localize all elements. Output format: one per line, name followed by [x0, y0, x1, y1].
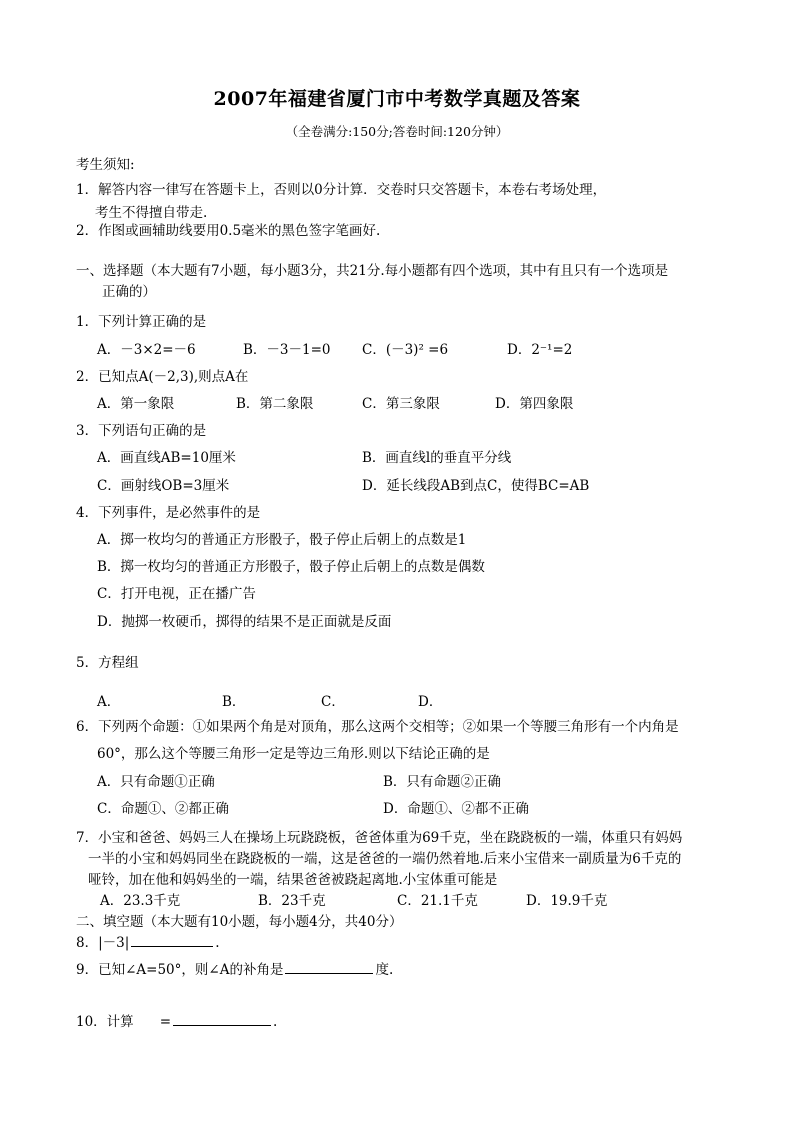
q4-option-d: D．抛掷一枚硬币，掷得的结果不是正面就是反面 — [97, 614, 392, 630]
q4-option-a: A．掷一枚均匀的普通正方形骰子，骰子停止后朝上的点数是1 — [97, 532, 467, 548]
section1-heading: 一、选择题（本大题有7小题，每小题3分，共21分.每小题都有四个选项，其中有且只有一个选项是 — [76, 263, 669, 279]
q7-option-a: A．23.3千克 — [100, 893, 181, 909]
q3-option-d: D．延长线段AB到点C，使得BC=AB — [362, 478, 590, 494]
q2-option-a: A．第一象限 — [97, 396, 175, 412]
q1-stem: 1．下列计算正确的是 — [76, 314, 207, 330]
q4-option-c: C．打开电视，正在播广告 — [97, 586, 256, 602]
q7-stem-cont-1: 一半的小宝和妈妈同坐在跷跷板的一端，这是爸爸的一端仍然着地.后来小宝借来一副质量为6千克的 — [88, 851, 682, 867]
q9-unit: 度. — [375, 962, 394, 978]
q6-option-a: A．只有命题①正确 — [97, 774, 215, 790]
section1-heading-cont: 正确的） — [102, 284, 156, 300]
q6-option-c: C．命题①、②都正确 — [97, 801, 229, 817]
q10-equals: = — [159, 1014, 171, 1030]
q2-option-d: D．第四象限 — [495, 396, 574, 412]
q1-option-d: D．2⁻¹=2 — [507, 342, 573, 358]
section2-heading: 二、填空题（本大题有10小题，每小题4分，共40分） — [76, 914, 403, 930]
q9-answer-blank[interactable] — [285, 959, 373, 974]
q9-line — [76, 959, 393, 979]
q6-option-d: D．命题①、②都不正确 — [383, 801, 529, 817]
q6-stem: 6．下列两个命题：①如果两个角是对顶角，那么这两个交相等；②如果一个等腰三角形有一个内角是 — [76, 719, 679, 735]
q2-stem: 2．已知点A(－2,3),则点A在 — [76, 369, 249, 385]
q7-option-c: C．21.1千克 — [397, 893, 478, 909]
q10-answer-blank[interactable] — [173, 1011, 271, 1026]
q10-stem: 10．计算 — [76, 1014, 134, 1030]
q7-stem: 7．小宝和爸爸、妈妈三人在操场上玩跷跷板，爸爸体重为69千克，坐在跷跷板的一端，体重只有妈妈 — [76, 830, 683, 846]
q8-line — [76, 932, 220, 952]
notice-item-1: 1．解答内容一律写在答题卡上，否则以0分计算．交卷时只交答题卡，本卷右考场处理， — [76, 182, 607, 198]
q5-option-a: A． — [97, 694, 121, 710]
q4-option-b: B．掷一枚均匀的普通正方形骰子，骰子停止后朝上的点数是偶数 — [97, 559, 485, 575]
q10-line — [76, 1011, 277, 1031]
q4-stem: 4．下列事件，是必然事件的是 — [76, 505, 261, 521]
q7-stem-cont-2: 哑铃，加在他和妈妈坐的一端，结果爸爸被跷起离地.小宝体重可能是 — [88, 872, 498, 888]
q1-option-c: C．(－3)² =6 — [362, 342, 449, 358]
q2-option-c: C．第三象限 — [362, 396, 440, 412]
q3-option-a: A．画直线AB=10厘米 — [97, 450, 236, 466]
q3-option-c: C．画射线OB=3厘米 — [97, 478, 230, 494]
q2-option-b: B．第二象限 — [236, 396, 314, 412]
q1-option-b: B．－3－1=0 — [243, 342, 331, 358]
q5-option-c: C． — [321, 694, 345, 710]
q5-option-b: B． — [222, 694, 246, 710]
q5-stem: 5．方程组 — [76, 655, 139, 671]
notice-heading: 考生须知: — [76, 157, 135, 173]
page-title: 2007年福建省厦门市中考数学真题及答案 — [213, 88, 581, 110]
q3-option-b: B．画直线l的垂直平分线 — [362, 450, 512, 466]
q9-stem: 9．已知∠A=50°，则∠A的补角是 — [76, 962, 284, 978]
q6-option-b: B．只有命题②正确 — [383, 774, 501, 790]
notice-item-2: 2．作图或画辅助线要用0.5毫米的黑色签字笔画好. — [76, 223, 381, 239]
q8-answer-blank[interactable] — [131, 932, 213, 947]
q3-stem: 3．下列语句正确的是 — [76, 423, 207, 439]
q7-option-b: B．23千克 — [258, 893, 326, 909]
q5-option-d: D． — [418, 694, 443, 710]
q1-option-a: A．－3×2=－6 — [97, 342, 196, 358]
page-subtitle: （全卷满分:150分;答卷时间:120分钟） — [285, 124, 509, 139]
q6-stem-cont: 60°，那么这个等腰三角形一定是等边三角形.则以下结论正确的是 — [97, 746, 490, 762]
q8-period: . — [215, 935, 220, 951]
notice-item-1-cont: 考生不得擅自带走. — [95, 205, 208, 221]
q8-stem: 8．|－3| — [76, 935, 130, 951]
q7-option-d: D．19.9千克 — [526, 893, 608, 909]
q10-period: . — [273, 1014, 278, 1030]
